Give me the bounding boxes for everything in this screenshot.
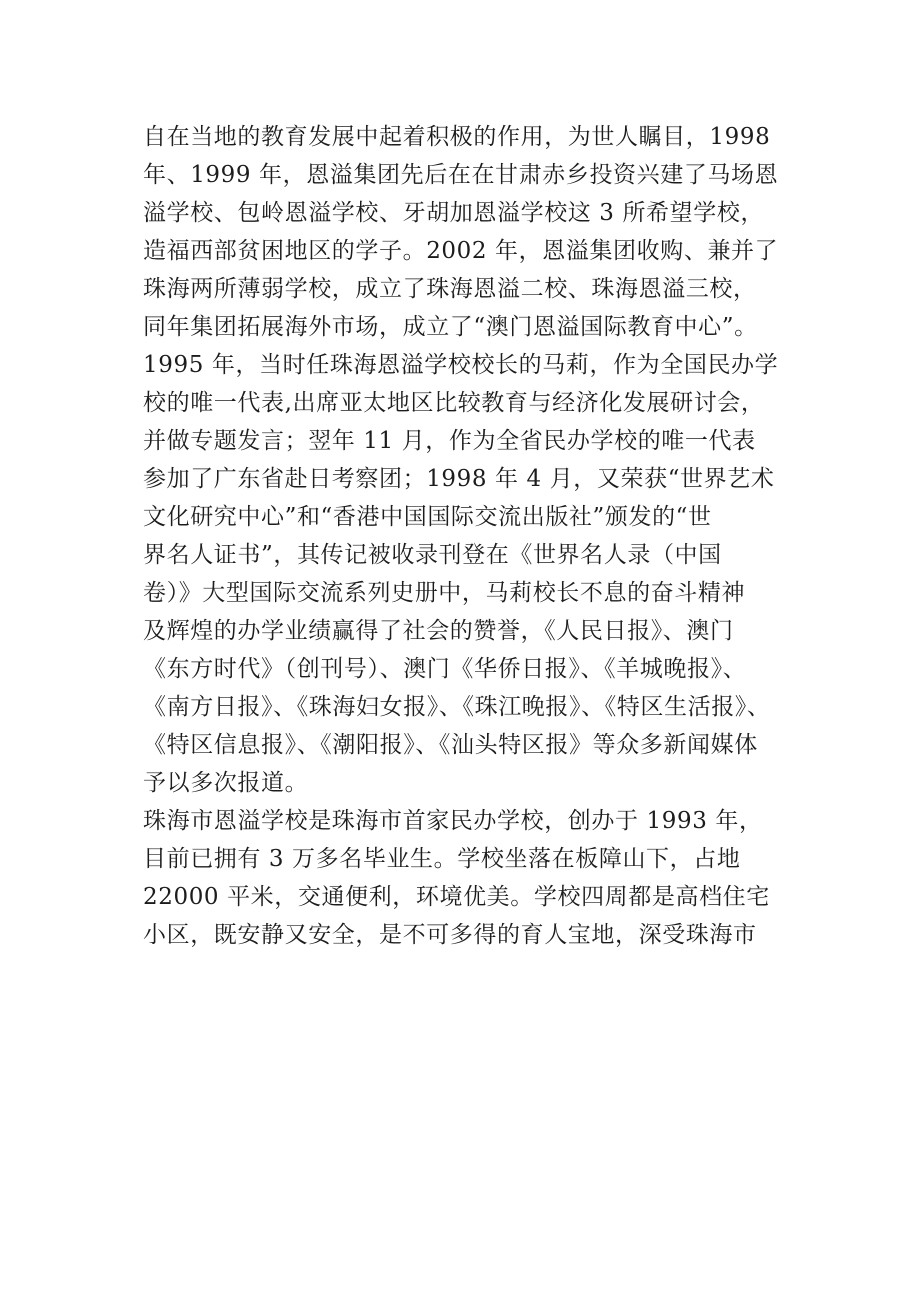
text-line: 卷）》大型国际交流系列史册中，马莉校长不息的奋斗精神 bbox=[143, 580, 746, 606]
text-line: 年、1999 年，恩溢集团先后在在甘肃赤乡投资兴建了马场恩 bbox=[143, 162, 779, 188]
text-line: 1995 年，当时任珠海恩溢学校校长的马莉，作为全国民办学 bbox=[143, 352, 779, 378]
text-line: 并做专题发言；翌年 11 月，作为全省民办学校的唯一代表 bbox=[143, 428, 756, 454]
text-line: 及辉煌的办学业绩赢得了社会的赞誉，《人民日报》、澳门 bbox=[143, 618, 734, 644]
text-line: 校的唯一代表,出席亚太地区比较教育与经济化发展研讨会， bbox=[143, 390, 765, 416]
text-line: 界名人证书”，其传记被收录刊登在《世界名人录（中国 bbox=[143, 542, 722, 568]
text-line: 文化研究中心”和“香港中国国际交流出版社”颁发的“世 bbox=[143, 504, 712, 530]
text-line: 造福西部贫困地区的学子。2002 年，恩溢集团收购、兼并了 bbox=[143, 238, 779, 264]
body-text bbox=[143, 118, 823, 954]
text-line: 自在当地的教育发展中起着积极的作用，为世人瞩目，1998 bbox=[143, 124, 771, 150]
text-line: 《南方日报》、《珠海妇女报》、《珠江晚报》、《特区生活报》、 bbox=[143, 694, 771, 720]
text-line: 参加了广东省赴日考察团；1998 年 4 月，又荣获“世界艺术 bbox=[143, 466, 775, 492]
text-line: 珠海市恩溢学校是珠海市首家民办学校，创办于 1993 年， bbox=[143, 808, 763, 834]
text-line: 《东方时代》（创刊号）、澳门《华侨日报》、《羊城晚报》、 bbox=[143, 656, 747, 682]
text-line: 小区，既安静又安全，是不可多得的育人宝地，深受珠海市 bbox=[143, 922, 757, 948]
text-line: 溢学校、包岭恩溢学校、牙胡加恩溢学校这 3 所希望学校， bbox=[143, 200, 765, 226]
text-line: 予以多次报道。 bbox=[143, 770, 309, 796]
text-line: 同年集团拓展海外市场，成立了“澳门恩溢国际教育中心”。 bbox=[143, 314, 758, 340]
text-line: 珠海两所薄弱学校，成立了珠海恩溢二校、珠海恩溢三校， bbox=[143, 276, 757, 302]
text-line: 22000 平米，交通便利，环境优美。学校四周都是高档住宅 bbox=[143, 884, 770, 910]
text-line: 《特区信息报》、《潮阳报》、《汕头特区报》等众多新闻媒体 bbox=[143, 732, 758, 758]
text-line: 目前已拥有 3 万多名毕业生。学校坐落在板障山下，占地 bbox=[143, 846, 741, 872]
